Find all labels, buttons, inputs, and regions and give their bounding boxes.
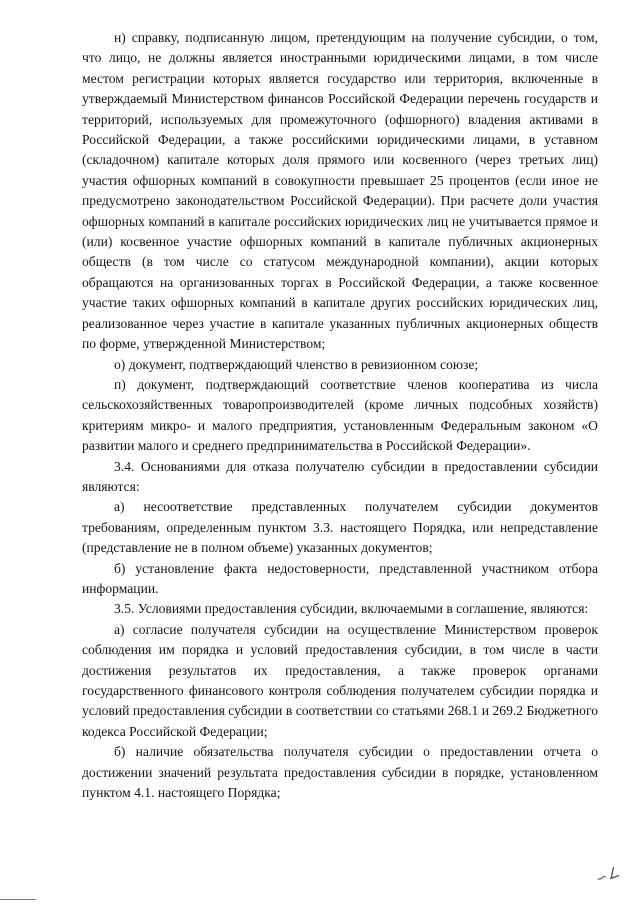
document-page [82, 28, 598, 803]
page-edge-divider [0, 899, 36, 900]
paragraph-3-5-a: а) согласие получателя субсидии на осуществление Министерством проверок соблюдения им порядка и условий предоставления субсидии, в том числе в части достижения результатов их предоставления, а также проверок органами государственного финансового контроля соблюдения получателем субсидии порядка и условий предоставления субсидии в соответствии со статьями 268.1 и 269.2 Бюджетного кодекса Российской Федерации; [82, 621, 598, 739]
paragraph-3-4-refusal-grounds: 3.4. Основаниями для отказа получателю субсидии в предоставлении субсидии являются: [82, 458, 598, 494]
paragraph-3-4-a: а) несоответствие представленных получателем субсидии документов требованиям, определенным пунктом 3.3. настоящего Порядка, или непредставление (представление не в полном объеме) указанных документов; [82, 499, 598, 556]
paragraph-3-5-b: б) наличие обязательства получателя субсидии о предоставлении отчета о достижении значений результата предоставления субсидии в порядке, установленном пунктом 4.1. настоящего Порядка; [82, 744, 598, 801]
paragraph-3-5-conditions: 3.5. Условиями предоставления субсидии, включаемыми в соглашение, являются: [114, 601, 589, 617]
paragraph-o-audit-union: о) документ, подтверждающий членство в ревизионном союзе; [114, 356, 479, 372]
paragraph-3-4-b: б) установление факта недостоверности, представленной участником отбора информации. [82, 560, 598, 596]
handwritten-mark-icon: ∽∠ [594, 865, 623, 888]
paragraph-n-offshore-certificate: н) справку, подписанную лицом, претендующим на получение субсидии, о том, что лицо, не должны является иностранными юридическими лицами, в том числе местом регистрации которых является государство или территория, включенные в утверждаемый Министерством финансов Российской Федерации перечень государств и территорий, используемых для промежуточного (офшорного) владения активами в Российской Федерации, а также российскими юридическими лицами, в уставном (складочном) капитале которых доля прямого или косвенного (через третьих лиц) участия офшорных компаний в совокупности превышает 25 процентов (если иное не предусмотрено законодательством Российской Федерации). При расчете доли участия офшорных компаний в капитале российских юридических лиц не учитывается прямое и (или) косвенное участие офшорных компаний в капитале публичных акционерных обществ (в том числе со статусом международной компании), акции которых обращаются на организованных торгах в Российской Федерации, а также косвенное участие таких офшорных компаний в капитале других российских юридических лиц, реализованное через участие в капитале указанных публичных акционерных обществ по форме, утвержденной Министерством; [82, 30, 598, 352]
paragraph-p-cooperative-criteria: п) документ, подтверждающий соответствие членов кооператива из числа сельскохозяйственных товаропроизводителей (кроме личных подсобных хозяйств) критериям микро- и малого предприятия, установленным Федеральным законом «О развитии малого и среднего предпринимательства в Российской Федерации». [82, 376, 598, 454]
